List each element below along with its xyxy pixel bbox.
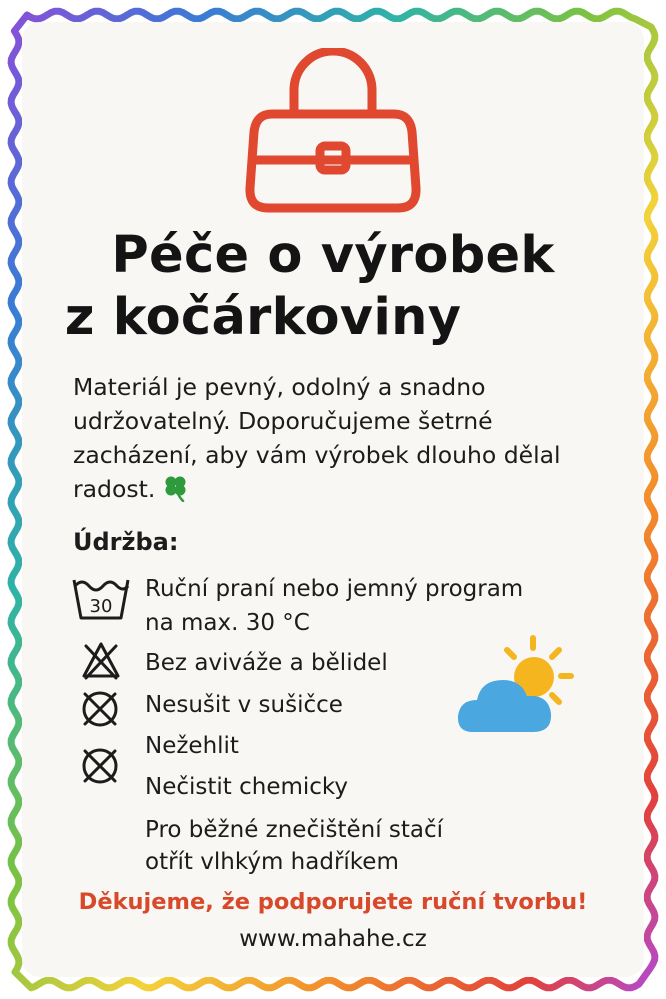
intro-line-4: radost.	[73, 475, 156, 503]
intro-line-1: Materiál je pevný, odolný a snadno	[73, 373, 486, 401]
title-line-2: z kočárkoviny	[64, 288, 462, 347]
care-wash-line-2: na max. 30 °C	[145, 610, 310, 636]
care-no-iron: Nežehlit	[145, 733, 239, 759]
care-no-dry-clean: Nečistit chemicky	[145, 774, 349, 800]
title-line-1: Péče o výrobek	[111, 226, 555, 285]
clover-icon	[161, 474, 191, 502]
wash-30-icon	[71, 574, 131, 622]
sun-cloud-icon	[455, 632, 580, 742]
intro-text	[73, 370, 613, 506]
care-no-bleach: Bez aviváže a bělidel	[145, 650, 388, 676]
care-no-dryer: Nesušit v sušičce	[145, 692, 343, 718]
no-tumble-dry-icon	[79, 688, 121, 730]
no-bleach-icon	[80, 640, 122, 680]
thanks-text: Děkujeme, že podporujete ruční tvorbu!	[78, 889, 588, 915]
intro-line-3: zacházení, aby vám výrobek dlouho dělal	[73, 441, 561, 469]
wash-temp: 30	[89, 596, 113, 617]
care-wipe-line-1: Pro běžné znečištění stačí	[145, 817, 444, 843]
care-heading: Údržba:	[73, 528, 179, 556]
intro-line-2: udržovatelný. Doporučujeme šetrné	[73, 407, 493, 435]
care-wash-line-1: Ruční praní nebo jemný program	[145, 576, 524, 602]
care-wipe-line-2: otřít vlhkým hadříkem	[145, 849, 399, 875]
website-link[interactable]: www.mahahe.cz	[239, 926, 427, 952]
no-dry-clean-icon	[79, 745, 121, 787]
handbag-icon	[240, 48, 426, 216]
